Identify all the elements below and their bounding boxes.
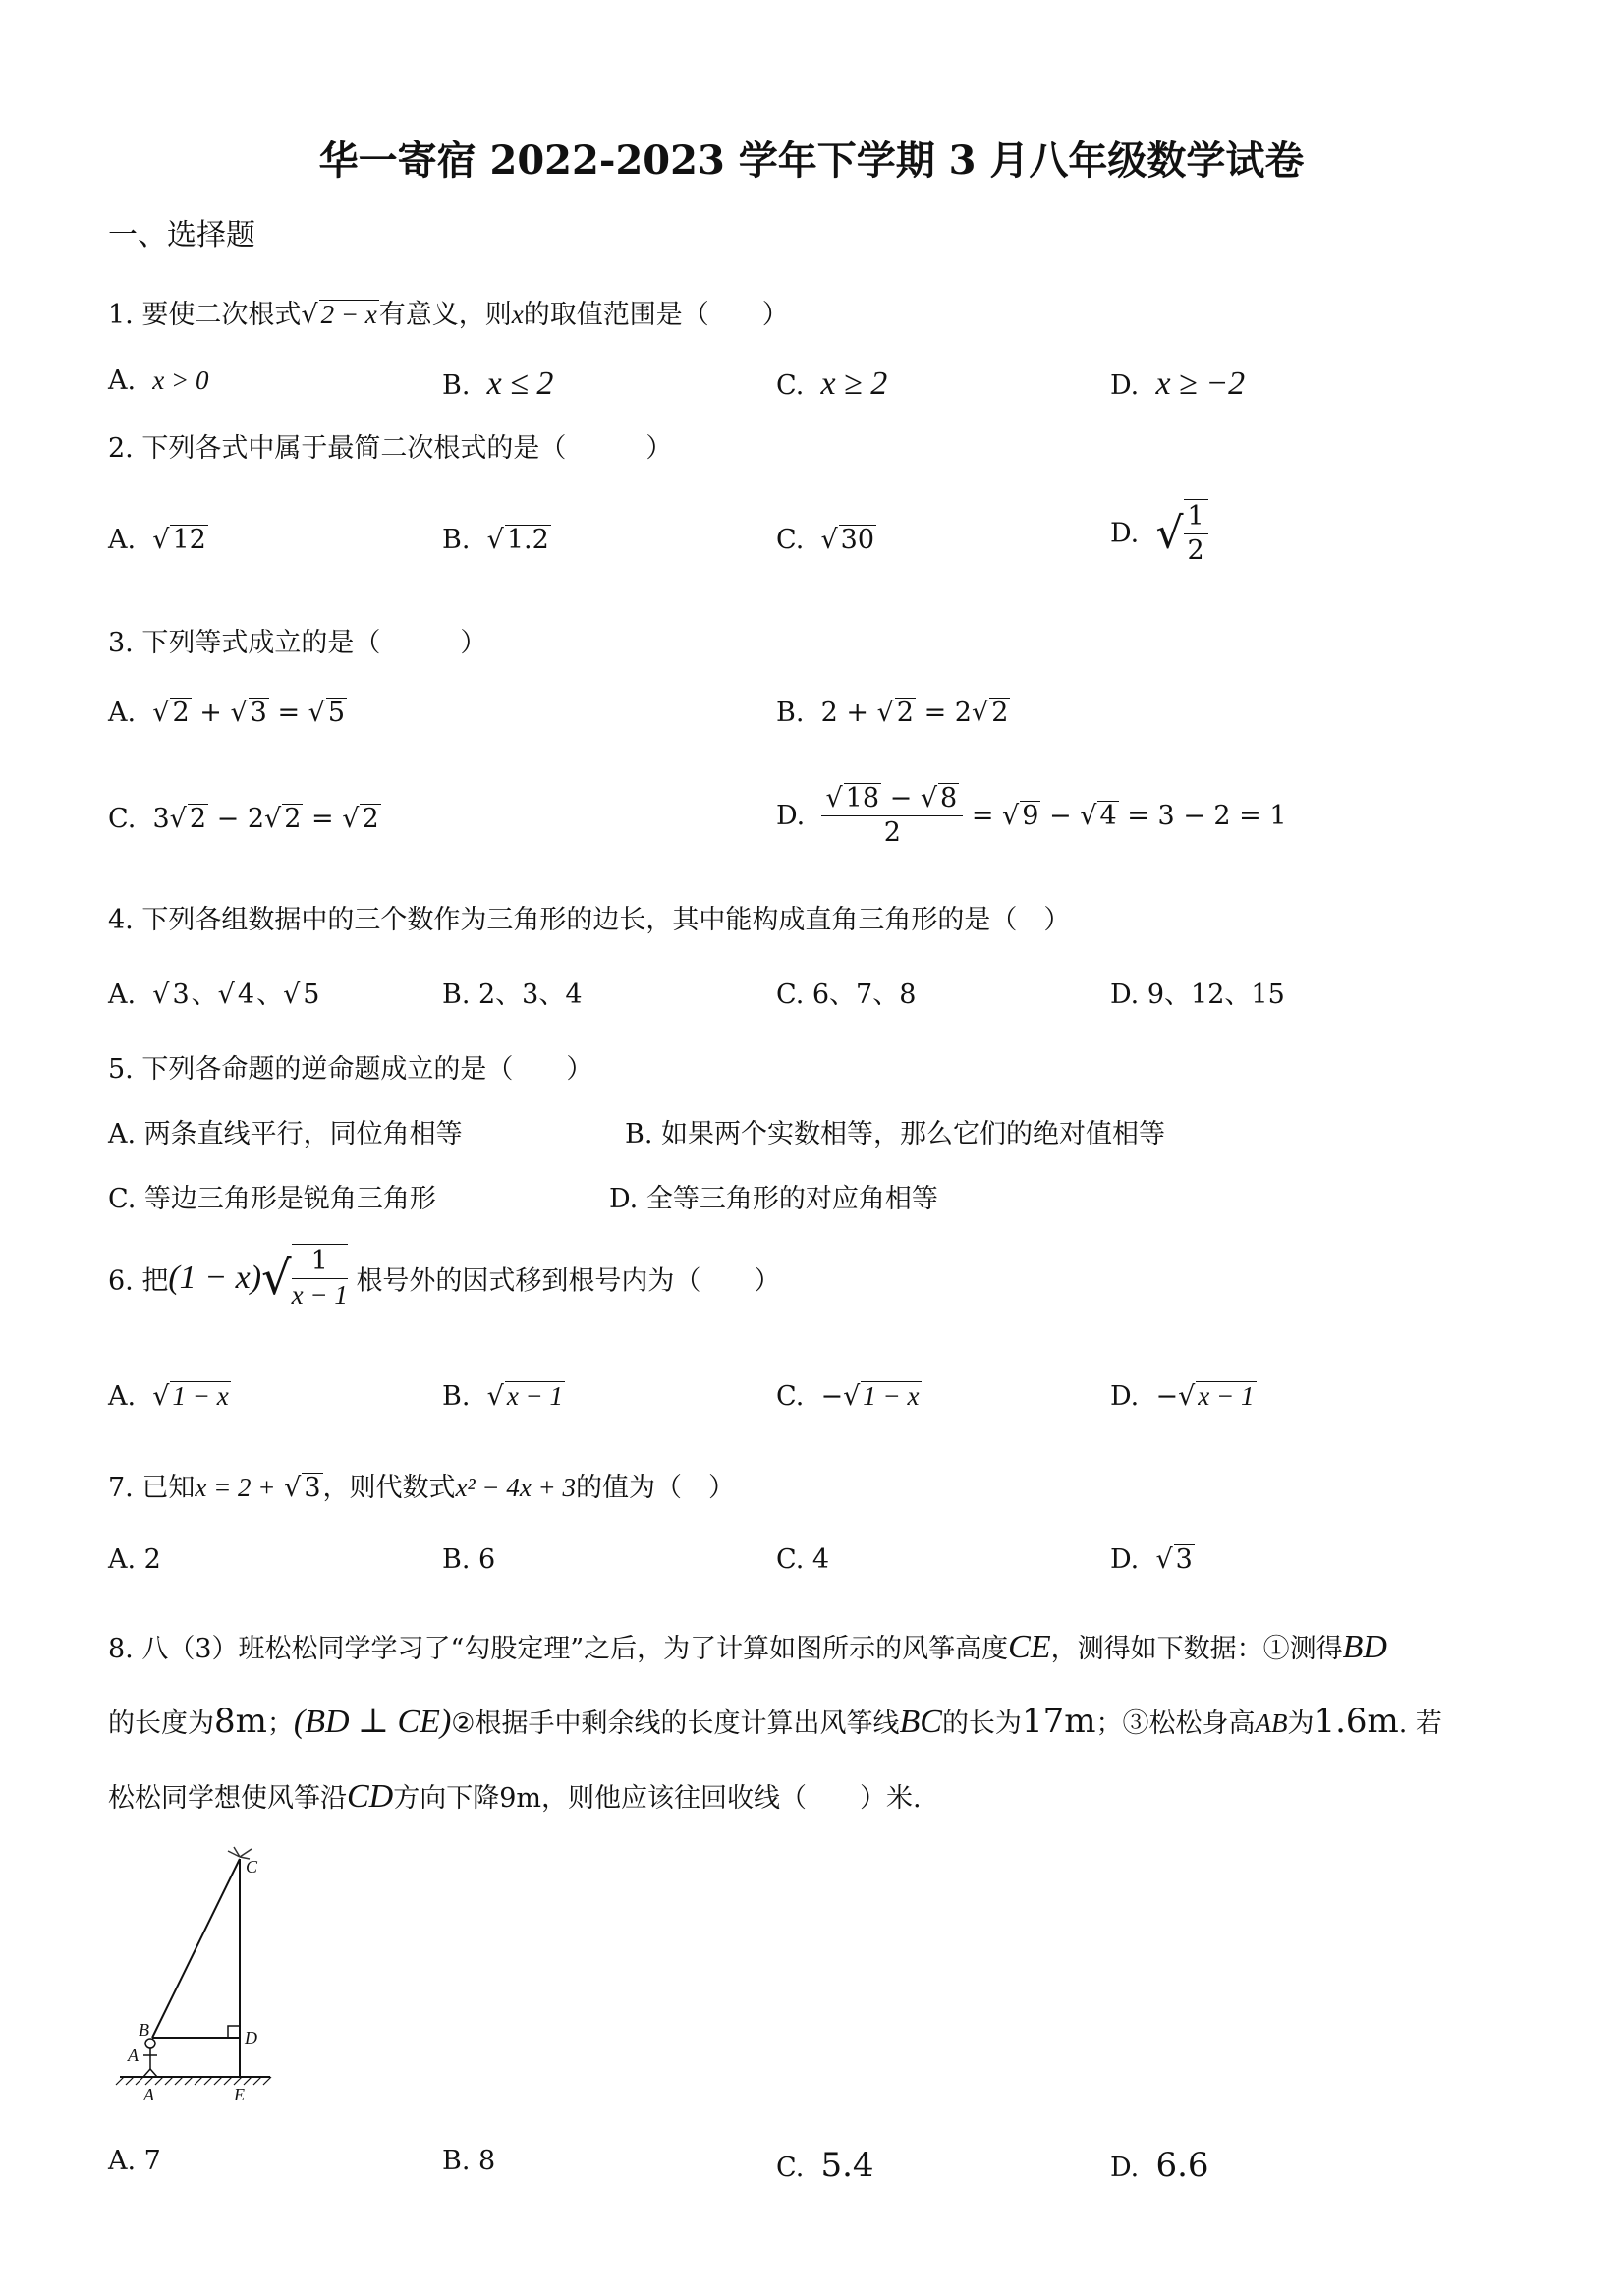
q3-option-d[interactable]: D. $\frac{√ 18 - √ 8}{2}$ = √ 9 − √ 4 = 3 − 2 = 1	[776, 783, 1287, 848]
q1-option-b[interactable]: B. x ≤ 2	[442, 365, 554, 402]
q4-option-c[interactable]: C. 6、7、8	[776, 980, 917, 1010]
q2-option-b[interactable]: B. √ 1.2	[442, 525, 549, 555]
q1-option-a[interactable]: A. x > 0	[108, 365, 209, 396]
q8-option-b[interactable]: B. 8	[442, 2146, 496, 2176]
label-a-1: A	[128, 2045, 139, 2065]
q1-sqrt: √ 2 − x	[301, 300, 377, 330]
label-c: C	[246, 1857, 258, 1876]
question-2-stem: 2. 下列各式中属于最简二次根式的是（ ）	[108, 433, 673, 464]
q5-option-a[interactable]: A. 两条直线平行，同位角相等	[108, 1119, 463, 1149]
question-5-stem: 5. 下列各命题的逆命题成立的是（ ）	[108, 1054, 593, 1085]
q8-option-d[interactable]: D. 6.6	[1110, 2146, 1209, 2185]
q7-option-c[interactable]: C. 4	[776, 1544, 830, 1575]
q8-option-a[interactable]: A. 7	[108, 2146, 161, 2176]
question-8-line-3: 松松同学想使风筝沿CD方向下降9m，则他应该往回收线（ ）米.	[108, 1778, 922, 1815]
q5-option-c[interactable]: C. 等边三角形是锐角三角形	[108, 1184, 436, 1214]
q2-option-a[interactable]: A. √ 12	[108, 525, 206, 555]
q1-var: x	[511, 300, 524, 329]
question-3-stem: 3. 下列等式成立的是（ ）	[108, 628, 487, 658]
q3-option-c[interactable]: C. 3√ 2 − 2√ 2 = √ 2	[108, 804, 379, 834]
kite-figure	[108, 1845, 305, 2110]
section-heading: 一、选择题	[108, 218, 255, 252]
exam-title: 华一寄宿 2022-2023 学年下学期 3 月八年级数学试卷	[318, 138, 1305, 184]
q7-option-d[interactable]: D. √ 3	[1110, 1544, 1193, 1575]
q1-option-c[interactable]: C. x ≥ 2	[776, 365, 888, 402]
q1-post: 的取值范围是（ ）	[523, 300, 789, 330]
q4-option-d[interactable]: D. 9、12、15	[1110, 980, 1285, 1010]
q5-option-b[interactable]: B. 如果两个实数相等，那么它们的绝对值相等	[625, 1119, 1166, 1149]
question-7-stem: 7. 已知x = 2 + √ 3，则代数式x² − 4x + 3的值为（ ）	[108, 1473, 736, 1503]
q1-option-d[interactable]: D. x ≥ −2	[1110, 365, 1246, 402]
q3-option-b[interactable]: B. 2 + √ 2 = 2√ 2	[776, 698, 1009, 728]
q2-option-c[interactable]: C. √ 30	[776, 525, 875, 555]
q4-option-a[interactable]: A. √ 3、√ 4、√ 5	[108, 980, 320, 1010]
question-1-stem	[108, 293, 789, 331]
q2-option-d[interactable]: D. √ $\frac{1}{2}$	[1110, 499, 1208, 568]
q6-option-d[interactable]: D. −√ x − 1	[1110, 1381, 1255, 1412]
q1-mid: 有意义，则	[378, 300, 512, 330]
label-b: B	[139, 2020, 149, 2040]
question-8-line-2: 的长度为8m；(BD ⊥ CE)②根据手中剩余线的长度计算出风筝线BC的长为17m；③松松身高AB为1.6m. 若	[108, 1702, 1442, 1741]
q1-pre: 1. 要使二次根式	[108, 300, 302, 330]
q3-option-a[interactable]: A. √ 2 + √ 3 = √ 5	[108, 698, 346, 728]
question-8-line-1: 8. 八（3）班松松同学学习了“勾股定理”之后，为了计算如图所示的风筝高度CE，测得如下数据：①测得BD	[108, 1629, 1387, 1665]
label-d: D	[245, 2028, 257, 2047]
q4-option-b[interactable]: B. 2、3、4	[442, 980, 583, 1010]
question-6-stem: 6. 把(1 − x)√ $\frac{1}{x - 1}$ 根号外的因式移到根号内为（ ）	[108, 1244, 780, 1313]
q1-radicand: 2 − x	[320, 300, 377, 329]
q6-option-b[interactable]: B. √ x − 1	[442, 1381, 564, 1412]
label-e: E	[234, 2085, 245, 2104]
question-4-stem: 4. 下列各组数据中的三个数作为三角形的边长，其中能构成直角三角形的是（ ）	[108, 905, 1071, 935]
q6-option-c[interactable]: C. −√ 1 − x	[776, 1381, 920, 1412]
q8-option-c[interactable]: C. 5.4	[776, 2146, 874, 2185]
q5-option-d[interactable]: D. 全等三角形的对应角相等	[609, 1184, 938, 1214]
q6-option-a[interactable]: A. √ 1 − x	[108, 1381, 229, 1412]
label-a-2: A	[143, 2085, 154, 2104]
q7-option-b[interactable]: B. 6	[442, 1544, 496, 1575]
q7-option-a[interactable]: A. 2	[108, 1544, 161, 1575]
